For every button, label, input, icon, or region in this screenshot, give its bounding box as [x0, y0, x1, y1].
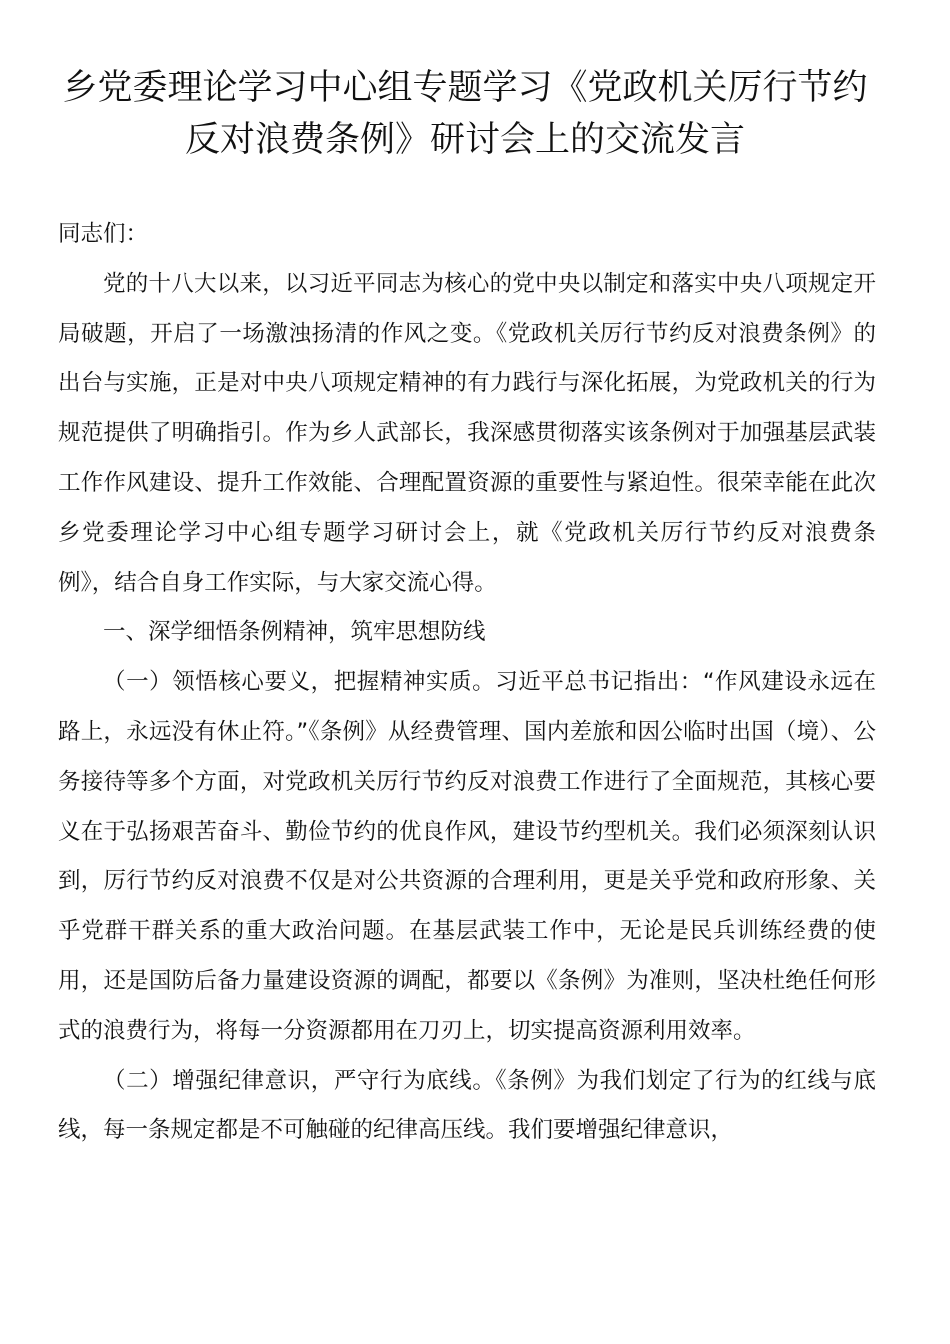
- paragraph-section-1-2: （二）增强纪律意识，严守行为底线。《条例》为我们划定了行为的红线与底线，每一条规定都是不可触碰的纪律高压线。我们要增强纪律意识，: [58, 1067, 876, 1144]
- document-body: [58, 210, 876, 1156]
- title-line-1: 乡党委理论学习中心组专题学习《党政机关厉行节约: [62, 68, 868, 108]
- section-heading-1: 一、深学细悟条例精神，筑牢思想防线: [103, 619, 486, 646]
- title-line-2: 反对浪费条例》研讨会上的交流发言: [184, 120, 745, 160]
- paragraph-intro: 党的十八大以来，以习近平同志为核心的党中央以制定和落实中央八项规定开局破题，开启了一场激浊扬清的作风之变。《党政机关厉行节约反对浪费条例》的出台与实施，正是对中央八项规定精神的有力践行与深化拓展，为党政机关的行为规范提供了明确指引。作为乡人武部长，我深感贯彻落实该条例对于加强基层武装工作作风建设、提升工作效能、合理配置资源的重要性与紧迫性。很荣幸能在此次乡党委理论学习中心组专题学习研讨会上，就《党政机关厉行节约反对浪费条例》，结合自身工作实际，与大家交流心得。: [58, 270, 876, 596]
- paragraph-section-1-1: （一）领悟核心要义，把握精神实质。习近平总书记指出：“作风建设永远在路上，永远没有休止符。”《条例》从经费管理、国内差旅和因公临时出国（境）、公务接待等多个方面，对党政机关厉行节约反对浪费工作进行了全面规范，其核心要义在于弘扬艰苦奋斗、勤俭节约的优良作风，建设节约型机关。我们必须深刻认识到，厉行节约反对浪费不仅是对公共资源的合理利用，更是关乎党和政府形象、关乎党群干群关系的重大政治问题。在基层武装工作中，无论是民兵训练经费的使用，还是国防后备力量建设资源的调配，都要以《条例》为准则，坚决杜绝任何形式的浪费行为，将每一分资源都用在刀刃上，切实提高资源利用效率。: [58, 669, 876, 1044]
- document-title: [50, 62, 880, 166]
- salutation: 同志们：: [58, 221, 149, 247]
